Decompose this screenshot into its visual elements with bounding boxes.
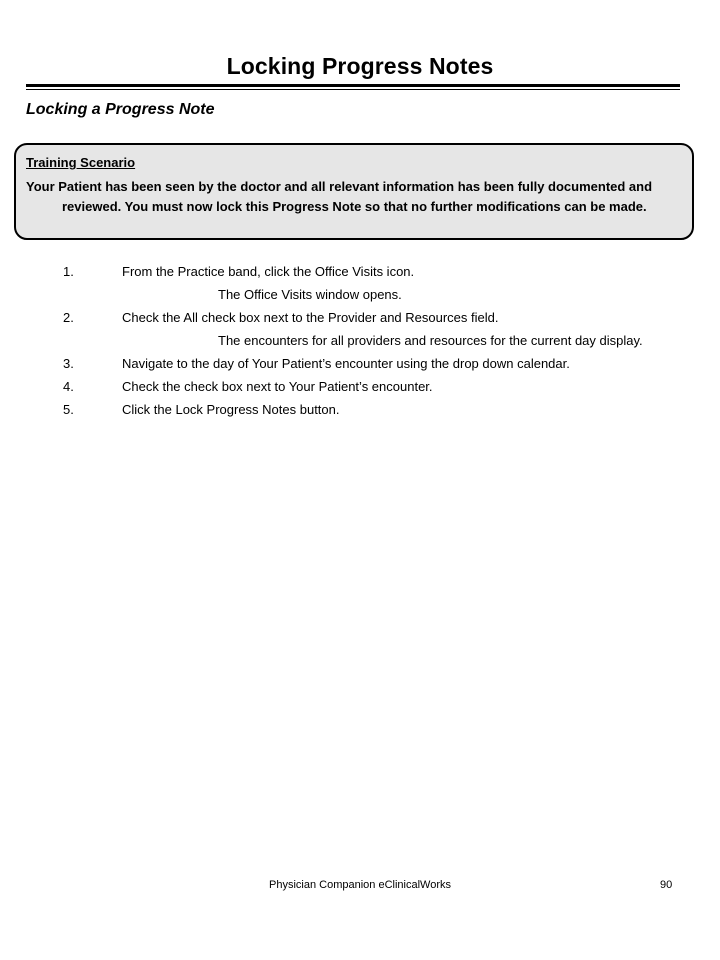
step-text: Check the All check box next to the Provider and Resources field. xyxy=(122,310,499,325)
training-scenario-text: Your Patient has been seen by the doctor and all relevant information has been fully documented and reviewed. You must now lock this Progress Note so that no further modifications can be made. xyxy=(26,179,653,214)
step-5 xyxy=(0,398,720,421)
step-text: Navigate to the day of Your Patient’s encounter using the drop down calendar. xyxy=(122,356,570,371)
footer-page-number: 90 xyxy=(660,879,673,891)
section-heading: Locking a Progress Note xyxy=(26,101,215,118)
step-1 xyxy=(0,260,720,283)
step-text: Check the check box next to Your Patient’s encounter. xyxy=(122,379,433,394)
step-number: 3. xyxy=(63,356,74,371)
step-number: 2. xyxy=(63,310,74,325)
page-title: Locking Progress Notes xyxy=(226,53,494,79)
step-1-result: The Office Visits window opens. xyxy=(218,287,402,302)
step-number: 1. xyxy=(63,264,74,279)
step-text: Click the Lock Progress Notes button. xyxy=(122,402,340,417)
footer-text: Physician Companion eClinicalWorks xyxy=(269,879,451,891)
step-number: 4. xyxy=(63,379,74,394)
step-2 xyxy=(0,306,720,329)
training-scenario-label: Training Scenario xyxy=(26,155,136,170)
step-number: 5. xyxy=(63,402,74,417)
title-rule-thin xyxy=(26,89,680,90)
steps-list xyxy=(0,260,720,421)
step-2-result: The encounters for all providers and resources for the current day display. xyxy=(218,333,643,348)
step-4 xyxy=(0,375,720,398)
title-rule-thick xyxy=(26,84,680,87)
step-3 xyxy=(0,352,720,375)
step-text: From the Practice band, click the Office Visits icon. xyxy=(122,264,415,279)
